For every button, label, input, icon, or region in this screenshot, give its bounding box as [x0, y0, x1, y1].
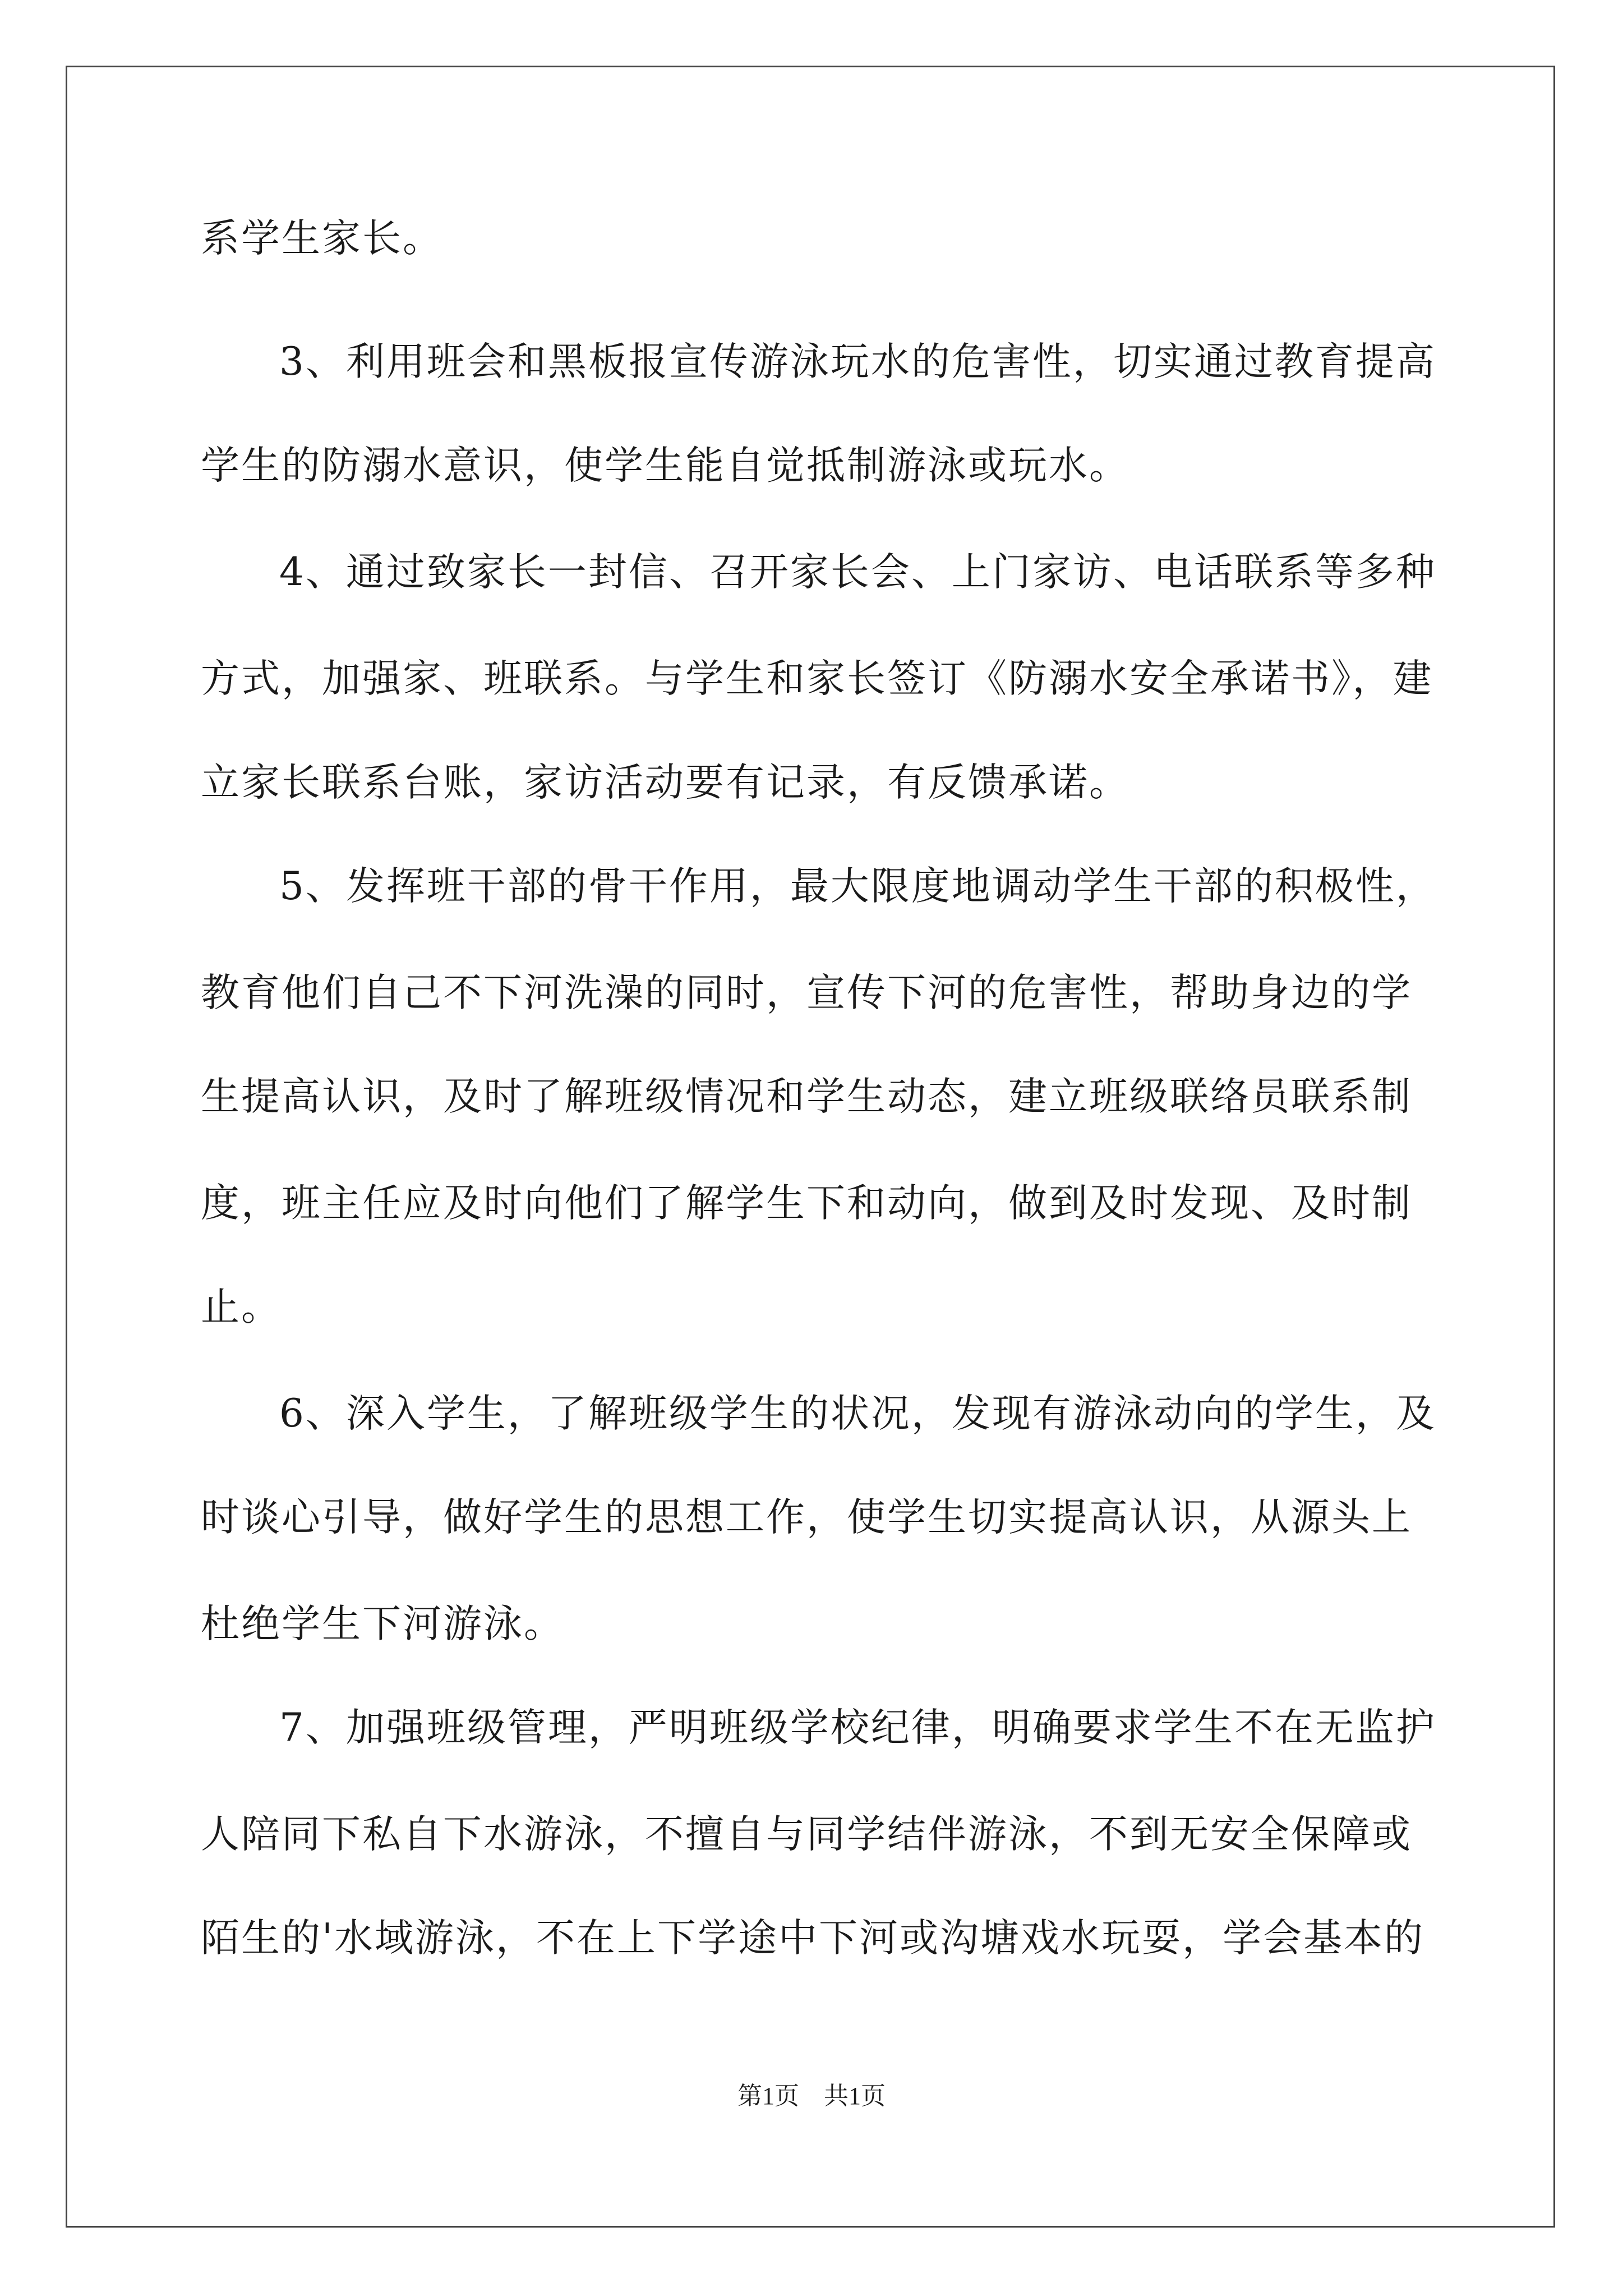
text-line: 时谈心引导，做好学生的思想工作，使学生切实提高认识，从源头上: [201, 1495, 1412, 1540]
text-line: 度，班主任应及时向他们了解学生下和动向，做到及时发现、及时制: [201, 1181, 1412, 1226]
text-line: 人陪同下私自下水游泳，不擅自与同学结伴游泳，不到无安全保障或: [201, 1812, 1412, 1857]
text-line: 生提高认识，及时了解班级情况和学生动态，建立班级联络员联系制: [201, 1074, 1412, 1119]
text-line: 5、发挥班干部的骨干作用，最大限度地调动学生干部的积极性，: [279, 864, 1436, 909]
page-border: [66, 66, 1555, 2228]
text-line: 立家长联系台账，家访活动要有记录，有反馈承诺。: [201, 760, 1129, 805]
text-line: 6、深入学生，了解班级学生的状况，发现有游泳动向的学生，及: [279, 1391, 1436, 1436]
text-line: 止。: [201, 1285, 282, 1329]
page-footer: 第1页 共1页: [737, 2082, 886, 2110]
text-line: 4、通过致家长一封信、召开家长会、上门家访、电话联系等多种: [279, 550, 1436, 595]
text-line: 学生的防溺水意识，使学生能自觉抵制游泳或玩水。: [201, 443, 1129, 488]
text-line: 方式，加强家、班联系。与学生和家长签订《防溺水安全承诺书》，建: [201, 656, 1433, 701]
text-line: 3、利用班会和黑板报宣传游泳玩水的危害性，切实通过教育提高: [279, 339, 1436, 384]
text-line: 杜绝学生下河游泳。: [201, 1602, 564, 1646]
text-line: 陌生的'水域游泳，不在上下学途中下河或沟塘戏水玩耍，学会基本的: [201, 1916, 1424, 1961]
text-line: 教育他们自己不下河洗澡的同时，宣传下河的危害性，帮助身边的学: [201, 970, 1412, 1015]
text-line: 系学生家长。: [201, 216, 443, 261]
text-line: 7、加强班级管理，严明班级学校纪律，明确要求学生不在无监护: [279, 1705, 1436, 1750]
